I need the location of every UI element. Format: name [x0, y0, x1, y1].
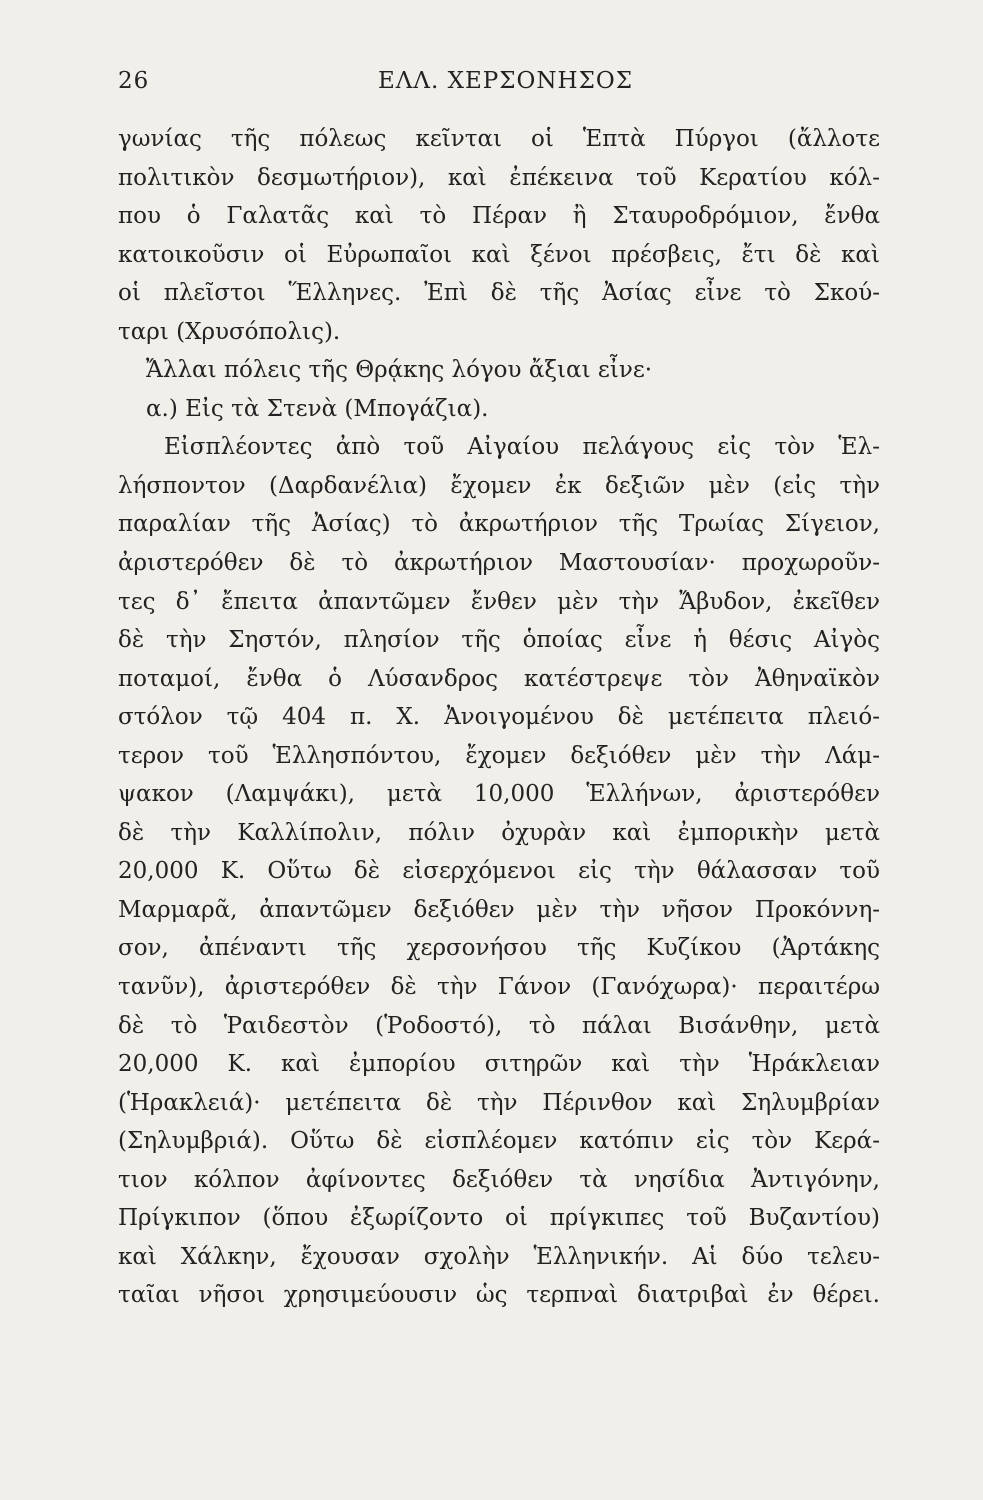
text-line: λήσποντον (Δαρδανέλια) ἔχομεν ἐκ δεξιῶν μὲν (εἰς τὴν	[118, 472, 880, 499]
text-line: Μαρμαρᾶ, ἀπαντῶμεν δεξιόθεν μὲν τὴν νῆσον Προκόννη-	[118, 896, 880, 923]
text-line: Ἄλλαι πόλεις τῆς Θρᾴκης λόγου ἄξιαι εἶνε·	[146, 357, 653, 384]
text-line: Εἰσπλέοντες ἀπὸ τοῦ Αἰγαίου πελάγους εἰς τὸν Ἑλ-	[164, 434, 880, 461]
page-header	[118, 68, 878, 108]
text-line: πολιτικὸν δεσμωτήριον), καὶ ἐπέκεινα τοῦ Κερατίου κόλ-	[118, 164, 880, 191]
text-line: παραλίαν τῆς Ἀσίας) τὸ ἀκρωτήριον τῆς Τρωίας Σίγειον,	[118, 511, 880, 538]
text-line: Πρίγκιπον (ὅπου ἐξωρίζοντο οἱ πρίγκιπες τοῦ Βυζαντίου)	[118, 1205, 880, 1232]
text-line: κατοικοῦσιν οἱ Εὐρωπαῖοι καὶ ξένοι πρέσβεις, ἔτι δὲ καὶ	[118, 241, 880, 268]
text-line: δὲ τὸ Ῥαιδεστὸν (Ῥοδοστό), τὸ πάλαι Βισάνθην, μετὰ	[118, 1012, 880, 1039]
text-line: δὲ τὴν Καλλίπολιν, πόλιν ὀχυρὰν καὶ ἐμπορικὴν μετὰ	[118, 819, 880, 846]
text-line: ποταμοί, ἔνθα ὁ Λύσανδρος κατέστρεψε τὸν Ἀθηναϊκὸν	[118, 665, 880, 692]
text-line: δὲ τὴν Σηστόν, πλησίον τῆς ὁποίας εἶνε ἡ θέσις Αἰγὸς	[118, 627, 880, 654]
text-line: (Σηλυμβριά). Οὕτω δὲ εἰσπλέομεν κατόπιν εἰς τὸν Κερά-	[118, 1128, 880, 1155]
section-heading: α.) Εἰς τὰ Στενὰ (Μπογάζια).	[146, 395, 489, 422]
text-line: στόλον τῷ 404 π. Χ. Ἀνοιγομένου δὲ μετέπειτα πλειό-	[118, 704, 880, 731]
text-line: τανῦν), ἀριστερόθεν δὲ τὴν Γάνον (Γανόχωρα)· περαιτέρω	[118, 974, 880, 1001]
text-line: καὶ Χάλκην, ἔχουσαν σχολὴν Ἑλληνικήν. Αἱ δύο τελευ-	[118, 1243, 880, 1270]
text-line: γωνίας τῆς πόλεως κεῖνται οἱ Ἑπτὰ Πύργοι (ἄλλοτε	[118, 126, 880, 152]
text-line: τερον τοῦ Ἑλλησπόντου, ἔχομεν δεξιόθεν μὲν τὴν Λάμ-	[118, 742, 880, 769]
text-line: ταῖαι νῆσοι χρησιμεύουσιν ὡς τερπναὶ διατριβαὶ ἐν θέρει.	[118, 1282, 880, 1309]
page-number: 26	[118, 68, 150, 94]
text-line: (Ἡρακλειά)· μετέπειτα δὲ τὴν Πέρινθον καὶ Σηλυμβρίαν	[118, 1089, 880, 1116]
text-line: ψακον (Λαμψάκι), μετὰ 10,000 Ἑλλήνων, ἀριστερόθεν	[118, 781, 880, 808]
text-line: οἱ πλεῖστοι Ἕλληνες. Ἐπὶ δὲ τῆς Ἀσίας εἶνε τὸ Σκού-	[118, 280, 880, 307]
text-line: ταρι (Χρυσόπολις).	[118, 318, 341, 345]
body-text	[118, 120, 880, 1315]
text-line: τιον κόλπον ἀφίνοντες δεξιόθεν τὰ νησίδια Ἀντιγόνην,	[118, 1166, 880, 1193]
text-line: ἀριστερόθεν δὲ τὸ ἀκρωτήριον Μαστουσίαν· προχωροῦν-	[118, 550, 880, 577]
text-line: σον, ἀπέναντι τῆς χερσονήσου τῆς Κυζίκου (Ἀρτάκης	[118, 935, 880, 962]
text-line: 20,000 Κ. Οὕτω δὲ εἰσερχόμενοι εἰς τὴν θάλασσαν τοῦ	[118, 858, 880, 885]
text-line: που ὁ Γαλατᾶς καὶ τὸ Πέραν ἢ Σταυροδρόμιον, ἔνθα	[118, 203, 880, 230]
running-title: ΕΛΛ. ΧΕΡΣΟΝΗΣΟΣ	[378, 68, 633, 94]
text-line: τες δ᾽ ἔπειτα ἀπαντῶμεν ἔνθεν μὲν τὴν Ἄβυδον, ἐκεῖθεν	[118, 588, 880, 615]
text-line: 20,000 Κ. καὶ ἐμπορίου σιτηρῶν καὶ τὴν Ἡράκλειαν	[118, 1051, 880, 1078]
